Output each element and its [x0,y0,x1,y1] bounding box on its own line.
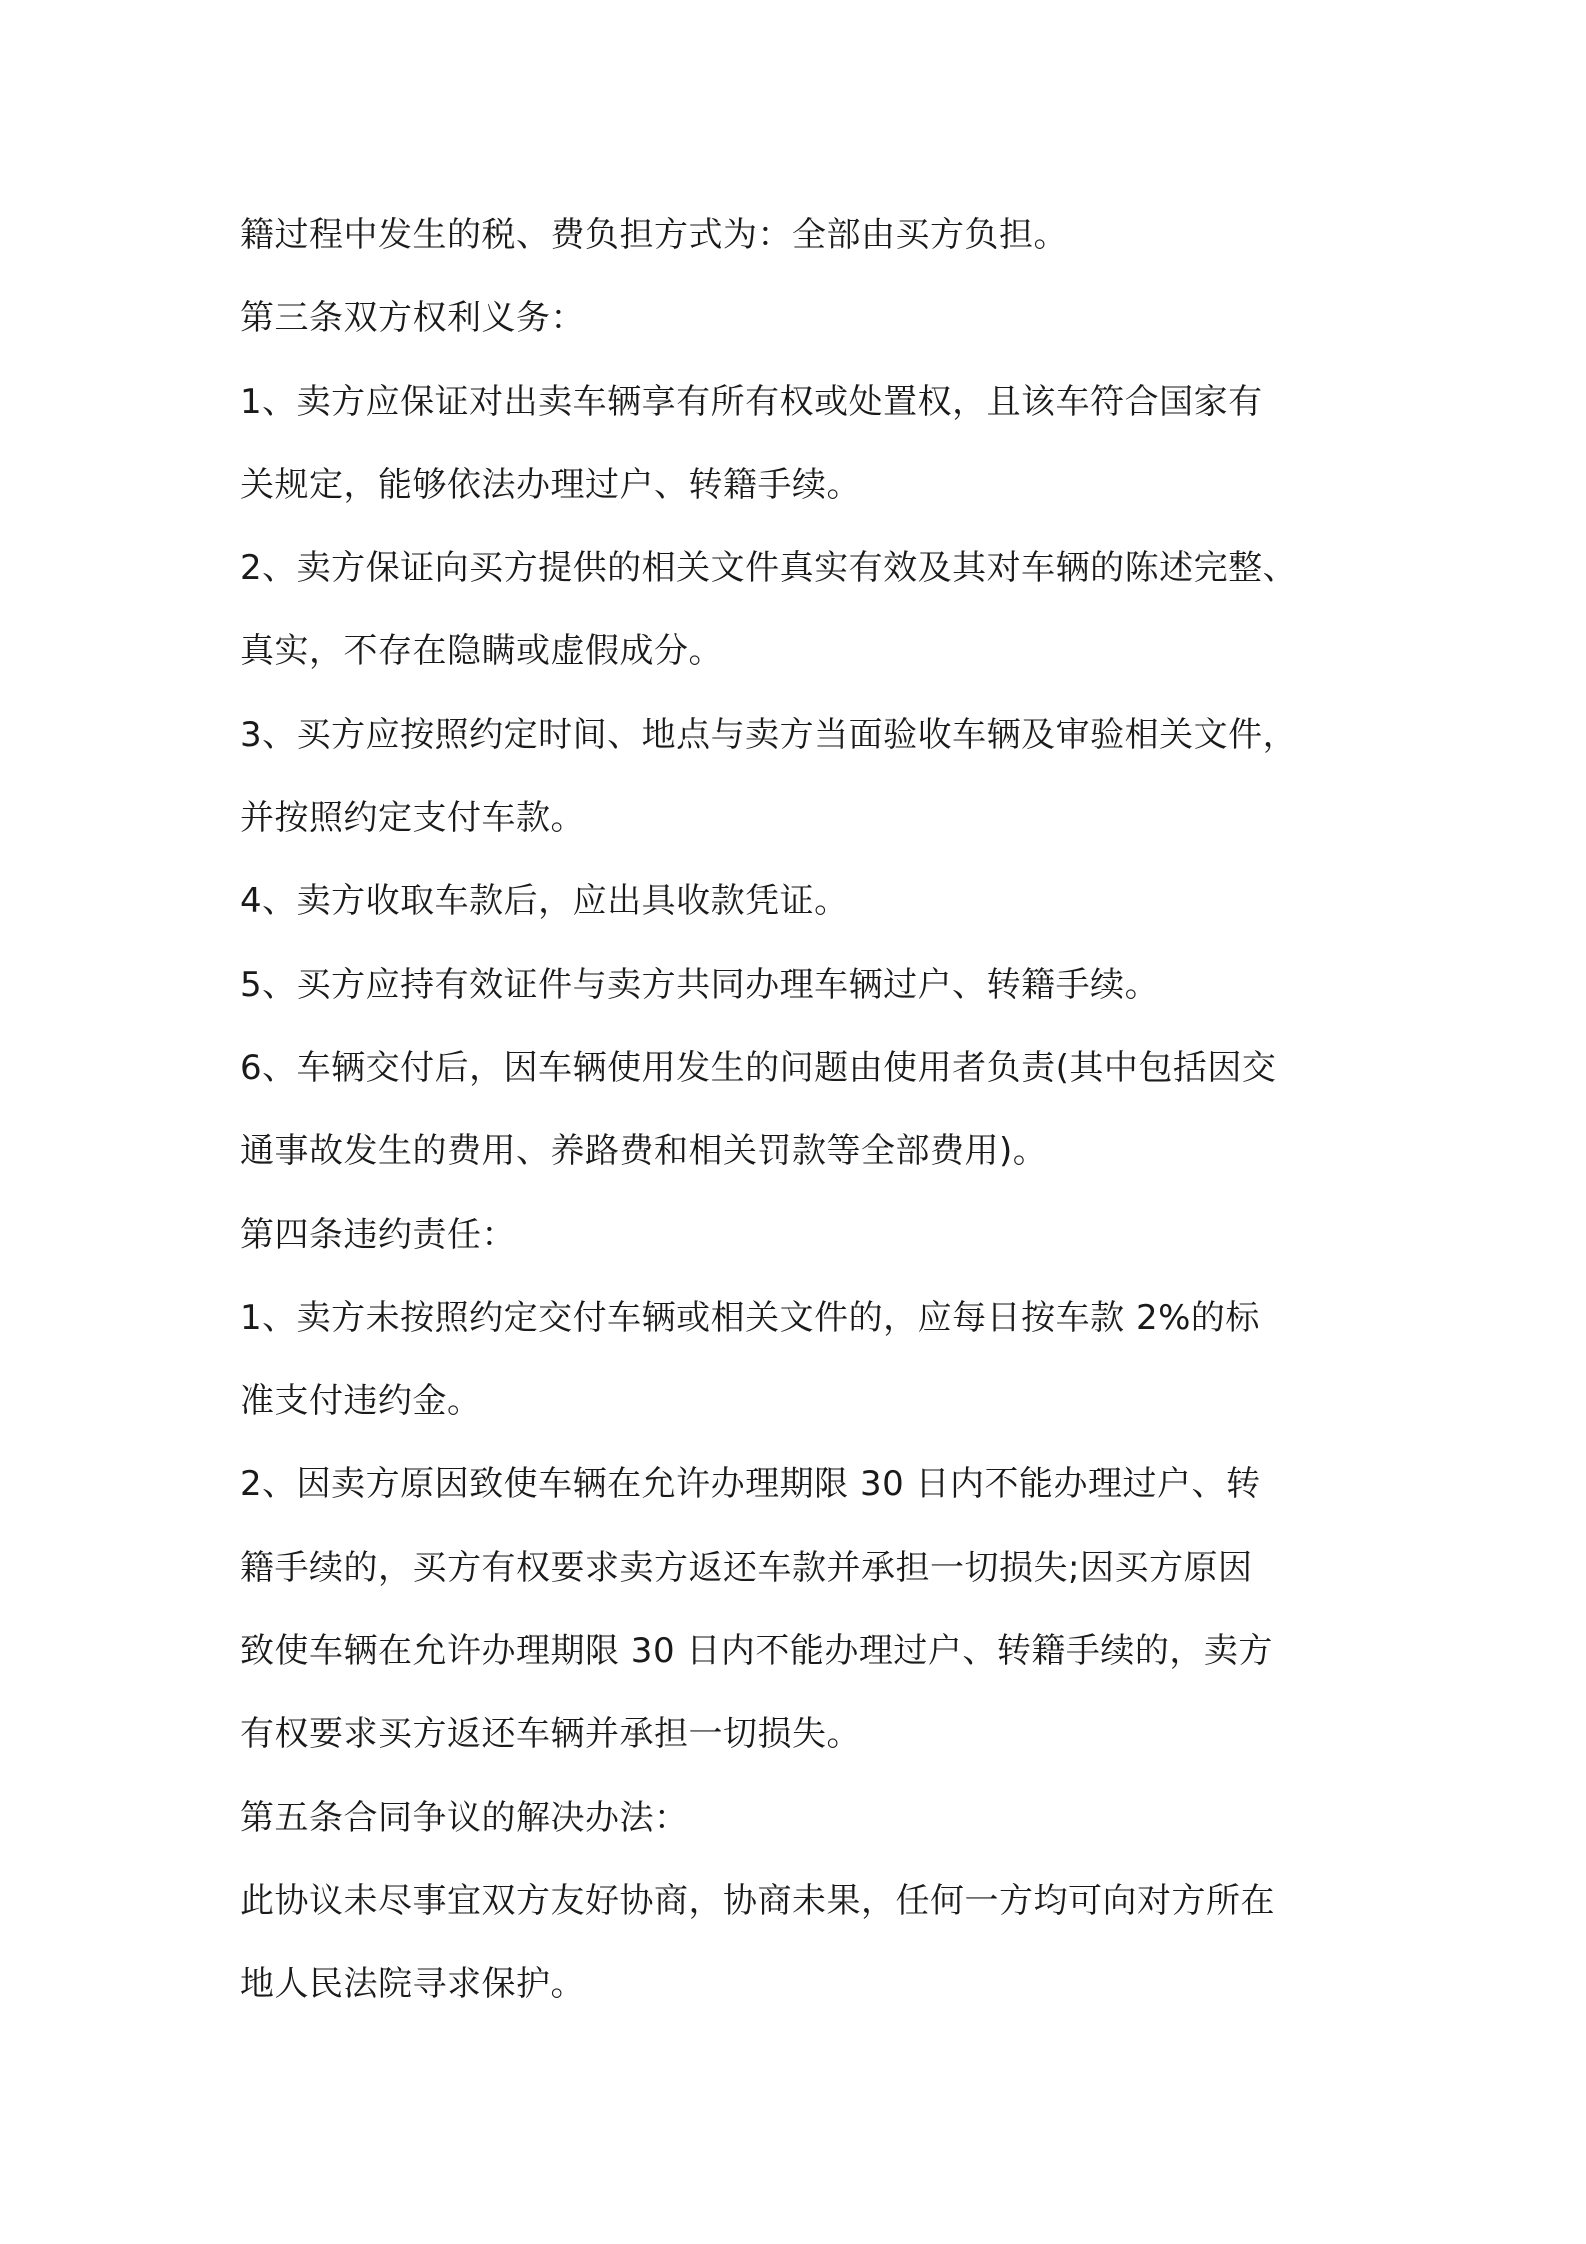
text-line: 2、卖方保证向买方提供的相关文件真实有效及其对车辆的陈述完整、 [240,548,1298,589]
text-line: 1、卖方应保证对出卖车辆享有所有权或处置权，且该车符合国家有 [240,381,1263,422]
section-heading-article-4: 第四条违约责任： [240,1214,516,1255]
text-line: 5、买方应持有效证件与卖方共同办理车辆过户、转籍手续。 [240,964,1160,1005]
text-line: 4、卖方收取车款后，应出具收款凭证。 [240,881,849,922]
text-line: 籍过程中发生的税、费负担方式为：全部由买方负担。 [240,215,1068,255]
text-line: 通事故发生的费用、养路费和相关罚款等全部费用)。 [240,1131,1048,1172]
text-line: 真实，不存在隐瞒或虚假成分。 [240,631,723,672]
text-line: 有权要求买方返还车辆并承担一切损失。 [240,1714,861,1755]
text-line: 3、买方应按照约定时间、地点与卖方当面验收车辆及审验相关文件， [240,714,1298,755]
text-line: 2、因卖方原因致使车辆在允许办理期限 30 日内不能办理过户、转 [240,1464,1261,1505]
text-line: 籍手续的，买方有权要求卖方返还车款并承担一切损失;因买方原因 [240,1547,1253,1588]
section-heading-article-5: 第五条合同争议的解决办法： [240,1797,689,1838]
text-line: 准支付违约金。 [240,1381,482,1422]
text-line: 6、车辆交付后，因车辆使用发生的问题由使用者负责(其中包括因交 [240,1047,1277,1088]
contract-text [240,194,1360,2027]
text-line: 1、卖方未按照约定交付车辆或相关文件的，应每日按车款 2%的标 [240,1297,1260,1338]
text-line: 地人民法院寻求保护。 [240,1964,585,2005]
text-line: 并按照约定支付车款。 [240,798,585,839]
text-line: 致使车辆在允许办理期限 30 日内不能办理过户、转籍手续的，卖方 [240,1631,1273,1672]
text-line: 此协议未尽事宜双方友好协商，协商未果，任何一方均可向对方所在 [240,1880,1275,1921]
section-heading-article-3: 第三条双方权利义务： [240,298,585,339]
text-line: 关规定，能够依法办理过户、转籍手续。 [240,464,861,505]
